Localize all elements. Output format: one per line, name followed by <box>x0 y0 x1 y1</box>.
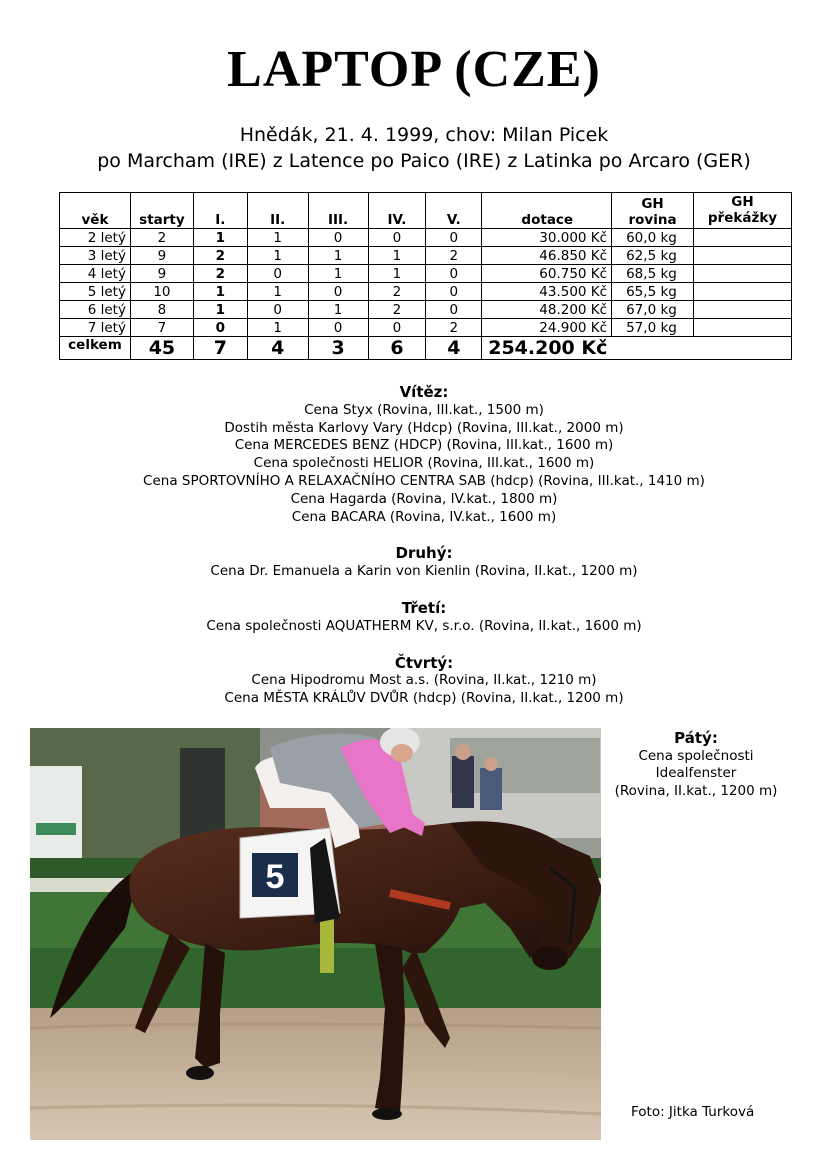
table-cell: 30.000 Kč <box>482 229 612 247</box>
table-cell: 2 <box>193 265 247 283</box>
table-cell: 1 <box>308 301 368 319</box>
page-title: LAPTOP (CZE) <box>227 41 601 98</box>
section-heading: Vítěz: <box>399 383 449 401</box>
table-cell: 57,0 kg <box>612 319 694 337</box>
table-cell: 1 <box>308 247 368 265</box>
table-row <box>60 247 792 265</box>
race-stats-table <box>59 192 792 360</box>
table-cell: 9 <box>130 265 193 283</box>
table-cell: 1 <box>368 247 426 265</box>
table-cell: 1 <box>247 229 308 247</box>
table-cell: 9 <box>130 247 193 265</box>
race-item: Cena společnosti AQUATHERM KV, s.r.o. (Rovina, II.kat., 1600 m) <box>206 617 642 634</box>
table-cell: 0 <box>426 229 482 247</box>
table-row <box>60 229 792 247</box>
col-header: věk <box>60 193 131 229</box>
table-row <box>60 319 792 337</box>
col-header: dotace <box>482 193 612 229</box>
table-cell <box>693 229 791 247</box>
table-cell: 1 <box>368 265 426 283</box>
table-cell <box>693 283 791 301</box>
total-cell: 4 <box>426 337 482 360</box>
table-cell: 1 <box>193 229 247 247</box>
race-item: Cena MERCEDES BENZ (HDCP) (Rovina, III.kat., 1600 m) <box>234 437 614 454</box>
table-cell: 1 <box>247 247 308 265</box>
table-cell: 0 <box>426 265 482 283</box>
table-row <box>60 283 792 301</box>
col-header: starty <box>130 193 193 229</box>
table-cell: 1 <box>308 265 368 283</box>
total-cell: 6 <box>368 337 426 360</box>
fifth-line: (Rovina, II.kat., 1200 m) <box>614 782 778 799</box>
photo-credit: Foto: Jitka Turková <box>631 1104 755 1120</box>
race-item: Cena SPORTOVNÍHO A RELAXAČNÍHO CENTRA SAB (hdcp) (Rovina, III.kat., 1410 m) <box>143 472 705 489</box>
horse-photo-drawing <box>30 728 601 1140</box>
table-row <box>60 265 792 283</box>
table-cell: 2 <box>426 247 482 265</box>
table-cell: 1 <box>193 283 247 301</box>
section-heading: Třetí: <box>401 598 447 617</box>
table-cell: 68,5 kg <box>612 265 694 283</box>
table-cell: 62,5 kg <box>612 247 694 265</box>
col-header: GH rovina <box>612 193 694 229</box>
table-cell: 1 <box>247 319 308 337</box>
table-cell <box>693 301 791 319</box>
horse-photo <box>30 728 601 1140</box>
table-cell: 7 letý <box>60 319 131 337</box>
table-cell: 60,0 kg <box>612 229 694 247</box>
table-cell: 5 letý <box>60 283 131 301</box>
table-cell: 0 <box>426 301 482 319</box>
table-cell: 60.750 Kč <box>482 265 612 283</box>
table-cell: 3 letý <box>60 247 131 265</box>
table-cell: 2 <box>368 283 426 301</box>
saddle-number: 5 <box>265 858 285 896</box>
table-cell: 0 <box>247 301 308 319</box>
col-header: IV. <box>368 193 426 229</box>
race-item: Dostih města Karlovy Vary (Hdcp) (Rovina, III.kat., 2000 m) <box>224 419 624 436</box>
fifth-line: Cena společnosti <box>638 747 754 764</box>
table-cell <box>693 319 791 337</box>
section-heading: Druhý: <box>395 544 453 563</box>
table-cell: 0 <box>308 229 368 247</box>
table-cell: 65,5 kg <box>612 283 694 301</box>
col-header: I. <box>193 193 247 229</box>
race-item: Cena Styx (Rovina, III.kat., 1500 m) <box>304 401 544 418</box>
table-cell: 0 <box>368 319 426 337</box>
table-cell: 48.200 Kč <box>482 301 612 319</box>
total-cell: 45 <box>130 337 193 360</box>
total-label: celkem <box>60 337 131 360</box>
table-total-row <box>60 337 792 360</box>
table-cell: 10 <box>130 283 193 301</box>
table-cell: 0 <box>426 283 482 301</box>
race-wins-list <box>0 384 828 708</box>
fifth-place <box>608 730 784 800</box>
section-heading: Čtvrtý: <box>394 653 454 672</box>
table-cell: 0 <box>193 319 247 337</box>
race-item: Cena Dr. Emanuela a Karin von Kienlin (Rovina, II.kat., 1200 m) <box>210 563 638 580</box>
race-item: Cena BACARA (Rovina, IV.kat., 1600 m) <box>291 508 557 525</box>
table-cell: 67,0 kg <box>612 301 694 319</box>
table-cell: 0 <box>368 229 426 247</box>
table-cell: 1 <box>247 283 308 301</box>
table-cell <box>693 265 791 283</box>
total-cell: 3 <box>308 337 368 360</box>
table-row <box>60 301 792 319</box>
race-item: Cena MĚSTA KRÁLŮV DVŮR (hdcp) (Rovina, II.kat., 1200 m) <box>224 690 624 707</box>
table-cell: 6 letý <box>60 301 131 319</box>
table-cell: 7 <box>130 319 193 337</box>
table-cell: 2 <box>193 247 247 265</box>
table-cell: 0 <box>247 265 308 283</box>
table-cell: 1 <box>193 301 247 319</box>
race-item: Cena Hipodromu Most a.s. (Rovina, II.kat., 1210 m) <box>251 672 597 689</box>
table-cell <box>693 247 791 265</box>
table-cell: 2 <box>368 301 426 319</box>
fifth-heading: Pátý: <box>674 729 718 747</box>
table-cell: 0 <box>308 319 368 337</box>
pedigree: po Marcham (IRE) z Latence po Paico (IRE) z Latinka po Arcaro (GER) <box>97 150 751 172</box>
total-cell: 7 <box>193 337 247 360</box>
table-cell: 43.500 Kč <box>482 283 612 301</box>
col-header: II. <box>247 193 308 229</box>
race-item: Cena společnosti HELIOR (Rovina, III.kat., 1600 m) <box>253 455 595 472</box>
table-cell: 0 <box>308 283 368 301</box>
race-item: Cena Hagarda (Rovina, IV.kat., 1800 m) <box>290 490 558 507</box>
horse-info: Hnědák, 21. 4. 1999, chov: Milan Picek <box>239 124 609 146</box>
total-money: 254.200 Kč <box>482 337 792 360</box>
col-header: V. <box>426 193 482 229</box>
table-cell: 4 letý <box>60 265 131 283</box>
col-header: GH překážky <box>693 193 791 229</box>
table-cell: 2 <box>426 319 482 337</box>
table-cell: 24.900 Kč <box>482 319 612 337</box>
total-cell: 4 <box>247 337 308 360</box>
table-cell: 2 <box>130 229 193 247</box>
table-cell: 46.850 Kč <box>482 247 612 265</box>
col-header: III. <box>308 193 368 229</box>
table-header-row <box>60 193 792 229</box>
table-cell: 2 letý <box>60 229 131 247</box>
table-cell: 8 <box>130 301 193 319</box>
fifth-line: Idealfenster <box>655 765 737 781</box>
